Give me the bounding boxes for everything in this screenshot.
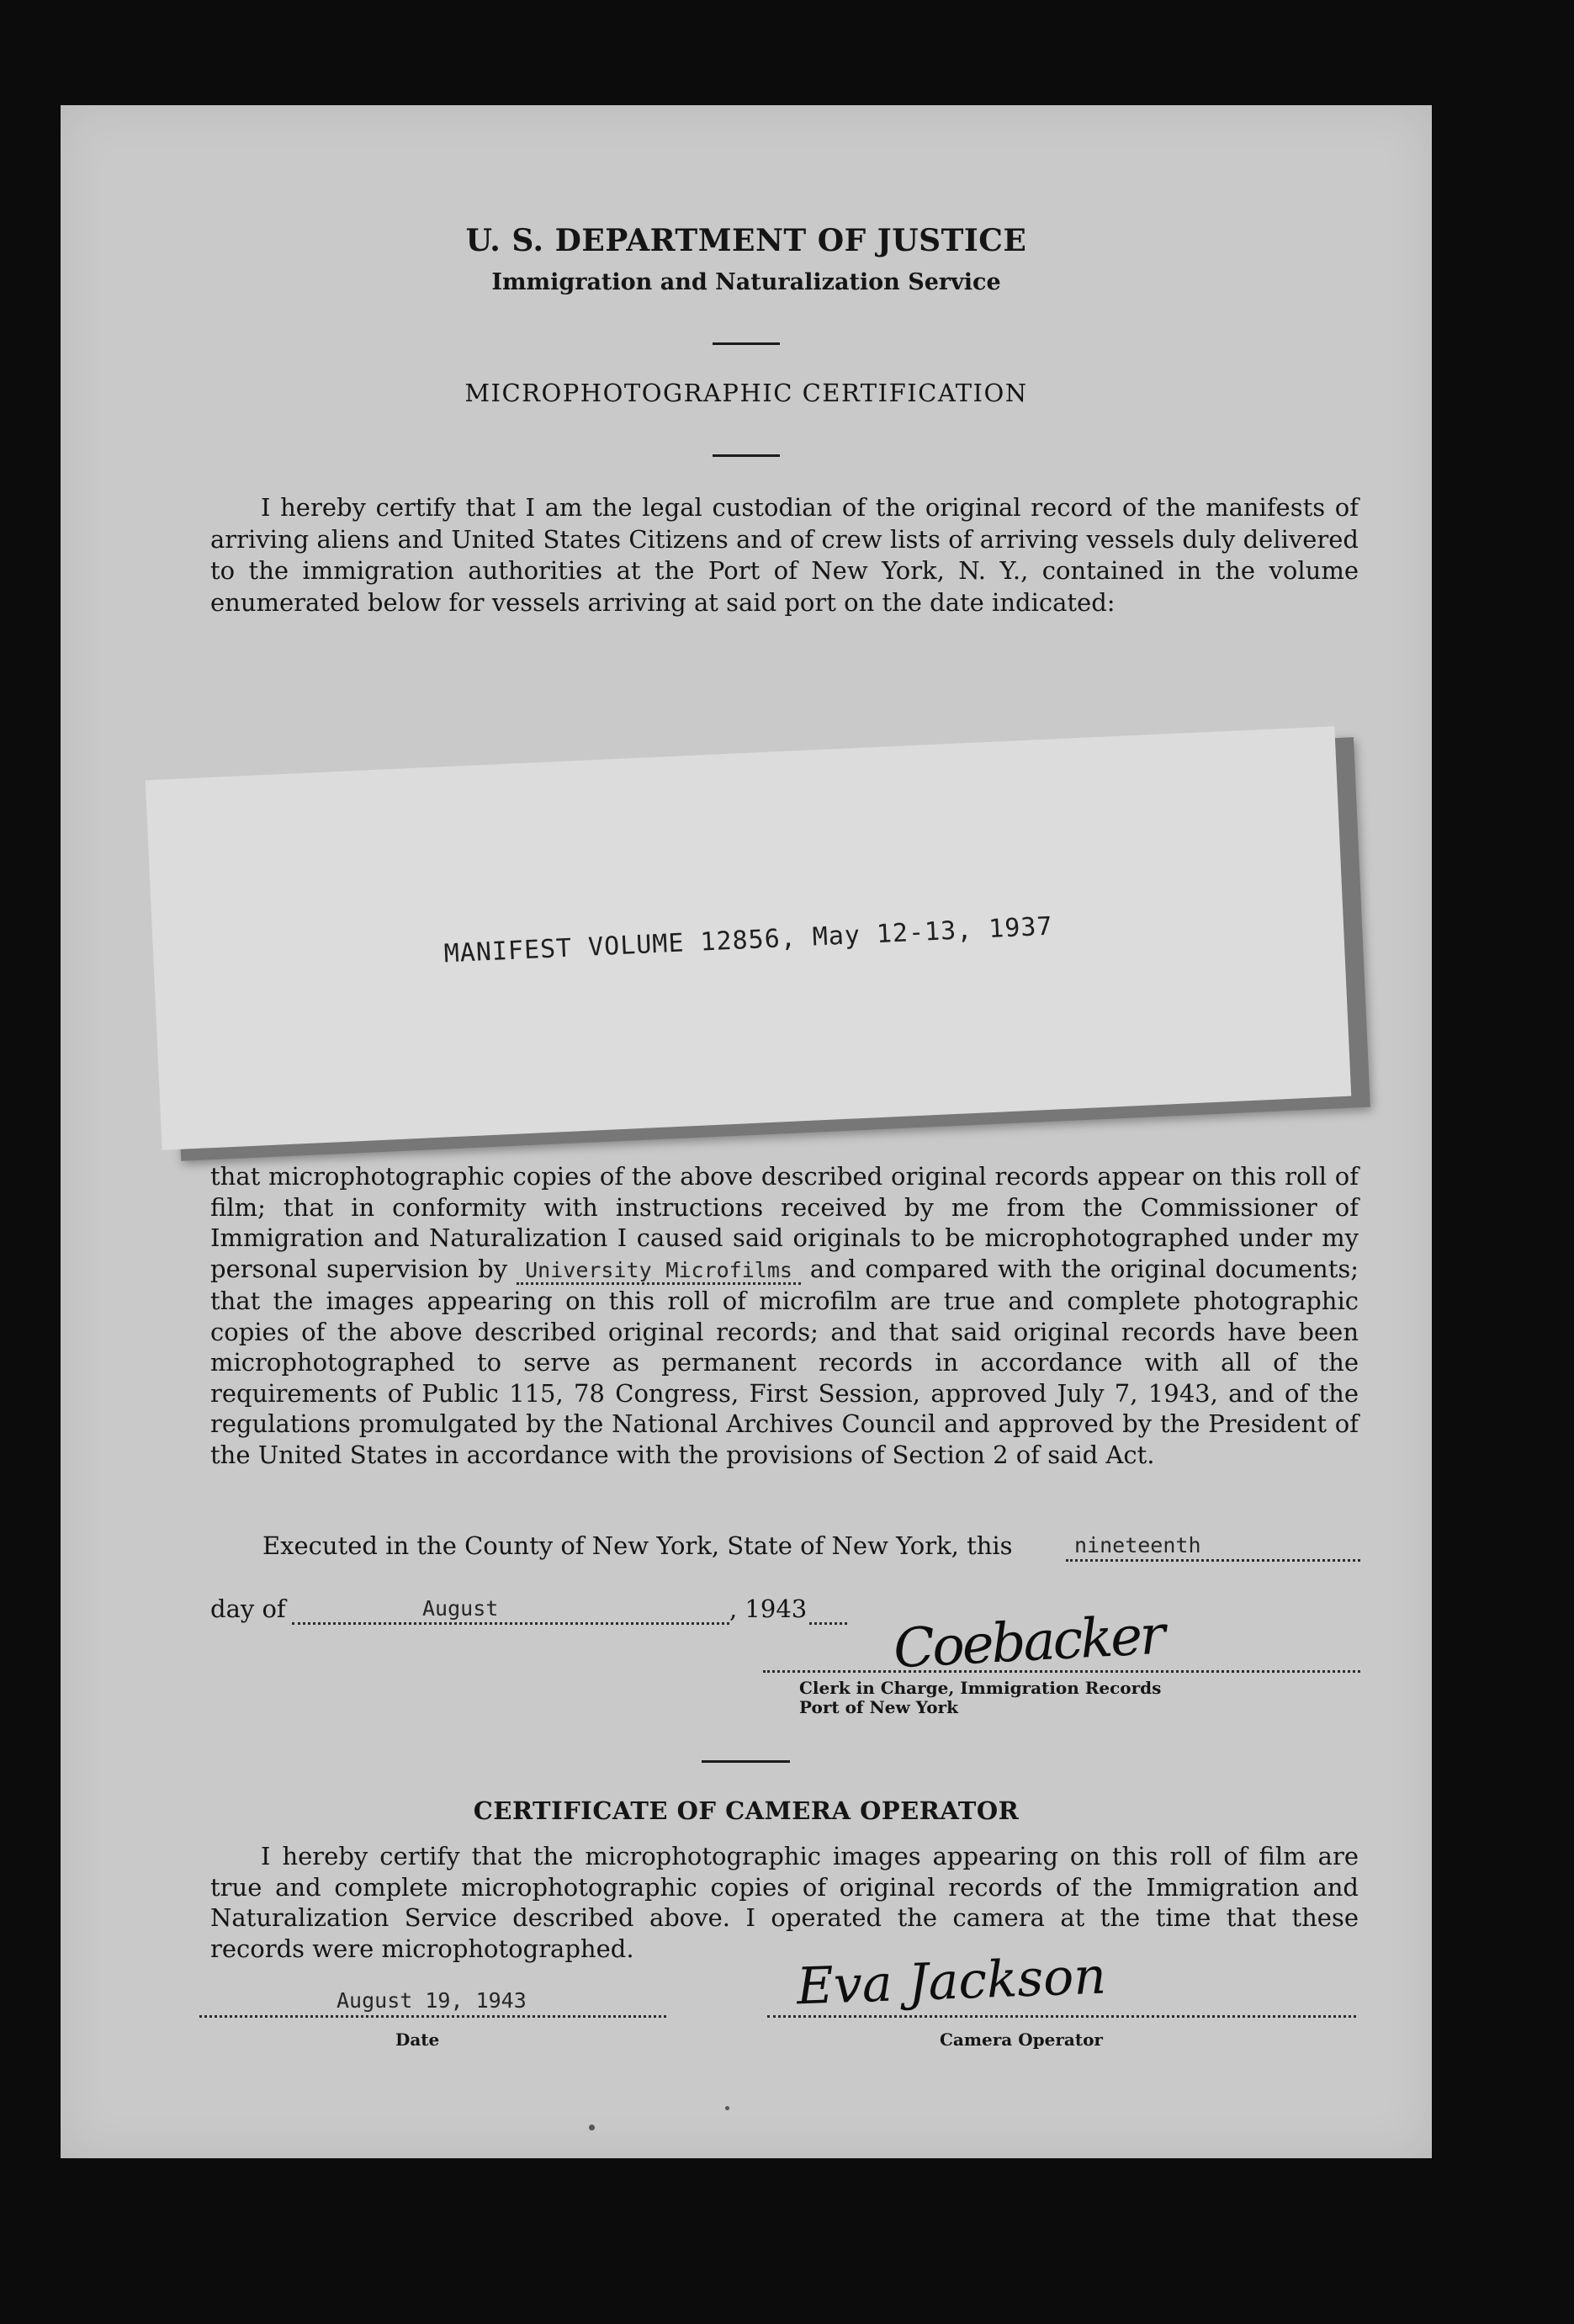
execution-year: , 1943 (729, 1594, 808, 1623)
execution-month-dots (292, 1622, 729, 1625)
execution-month: August (422, 1596, 499, 1621)
body-part-one: that microphotographic copies of the above described original records appear on this roll of film; that in conformity with instructions received by me from the Commissioner of Immigration and Naturalization I caused said originals to be microphotographed under my personal supervision by (210, 1162, 1359, 1283)
camera-operator-certification: I hereby certify that the microphotographic images appearing on this roll of film are true and complete microphotographic copies of original records of the Immigration and Naturalization Service described above. I operated the camera at the time that these records were microphotographed. (210, 1842, 1359, 1963)
service-subheading: Immigration and Naturalization Service (491, 269, 1001, 295)
divider-rule-middle (713, 454, 780, 457)
certification-body (210, 1161, 1359, 1470)
date-value: August 19, 1943 (337, 1988, 527, 2013)
camera-operator-label: Camera Operator (940, 2030, 1103, 2050)
execution-day-dots (1066, 1559, 1360, 1562)
divider-rule-bottom (702, 1760, 790, 1763)
camera-operator-heading: CERTIFICATE OF CAMERA OPERATOR (473, 1796, 1020, 1825)
certificate-sheet (61, 105, 1432, 2158)
photographer-name: University Microfilms (517, 1258, 801, 1285)
manifest-volume-label: MANIFEST VOLUME 12856, May 12-13, 1937 (443, 911, 1054, 969)
execution-month-label: day of (210, 1594, 286, 1623)
manifest-volume-slip (146, 726, 1352, 1150)
camera-operator-line (767, 2015, 1356, 2018)
dust-speck (725, 2106, 729, 2110)
clerk-title-line1: Clerk in Charge, Immigration Records (799, 1678, 1162, 1698)
execution-day: nineteenth (1074, 1533, 1201, 1557)
dust-speck (589, 2125, 595, 2130)
camera-operator-signature: Eva Jackson (795, 1946, 1107, 2017)
date-label: Date (395, 2030, 440, 2050)
certification-title: MICROPHOTOGRAPHIC CERTIFICATION (464, 379, 1028, 407)
intro-paragraph: I hereby certify that I am the legal custodian of the original record of the manifests of arriving aliens and United States Citizens and of crew lists of arriving vessels duly delivered to the immigration authorities at the Port of New York, N. Y., contained in the volume enumerated below for vessels arriving at said port on the date indicated: (210, 493, 1359, 617)
date-line (199, 2015, 666, 2018)
department-heading: U. S. DEPARTMENT OF JUSTICE (465, 223, 1027, 258)
clerk-title (799, 1679, 1161, 1717)
divider-rule-top (713, 342, 780, 345)
execution-prefix: Executed in the County of New York, State of New York, this (262, 1531, 1013, 1560)
clerk-signature: Coebacker (892, 1604, 1165, 1681)
body-part-two: and compared with the original documents; that the images appearing on this roll of microfilm are true and complete photographic copies of the above described original records; and that said original records have been microphotographed to serve as permanent records in accordance with all of the requirements of Public 115, 78 Congress, First Session, approved July 7, 1943, and of the regulations promulgated by the National Archives Council and approved by the President of the United States in accordance with the provisions of Section 2 of said Act. (210, 1254, 1359, 1469)
execution-year-dots (809, 1622, 847, 1625)
clerk-title-line2: Port of New York (799, 1697, 958, 1717)
